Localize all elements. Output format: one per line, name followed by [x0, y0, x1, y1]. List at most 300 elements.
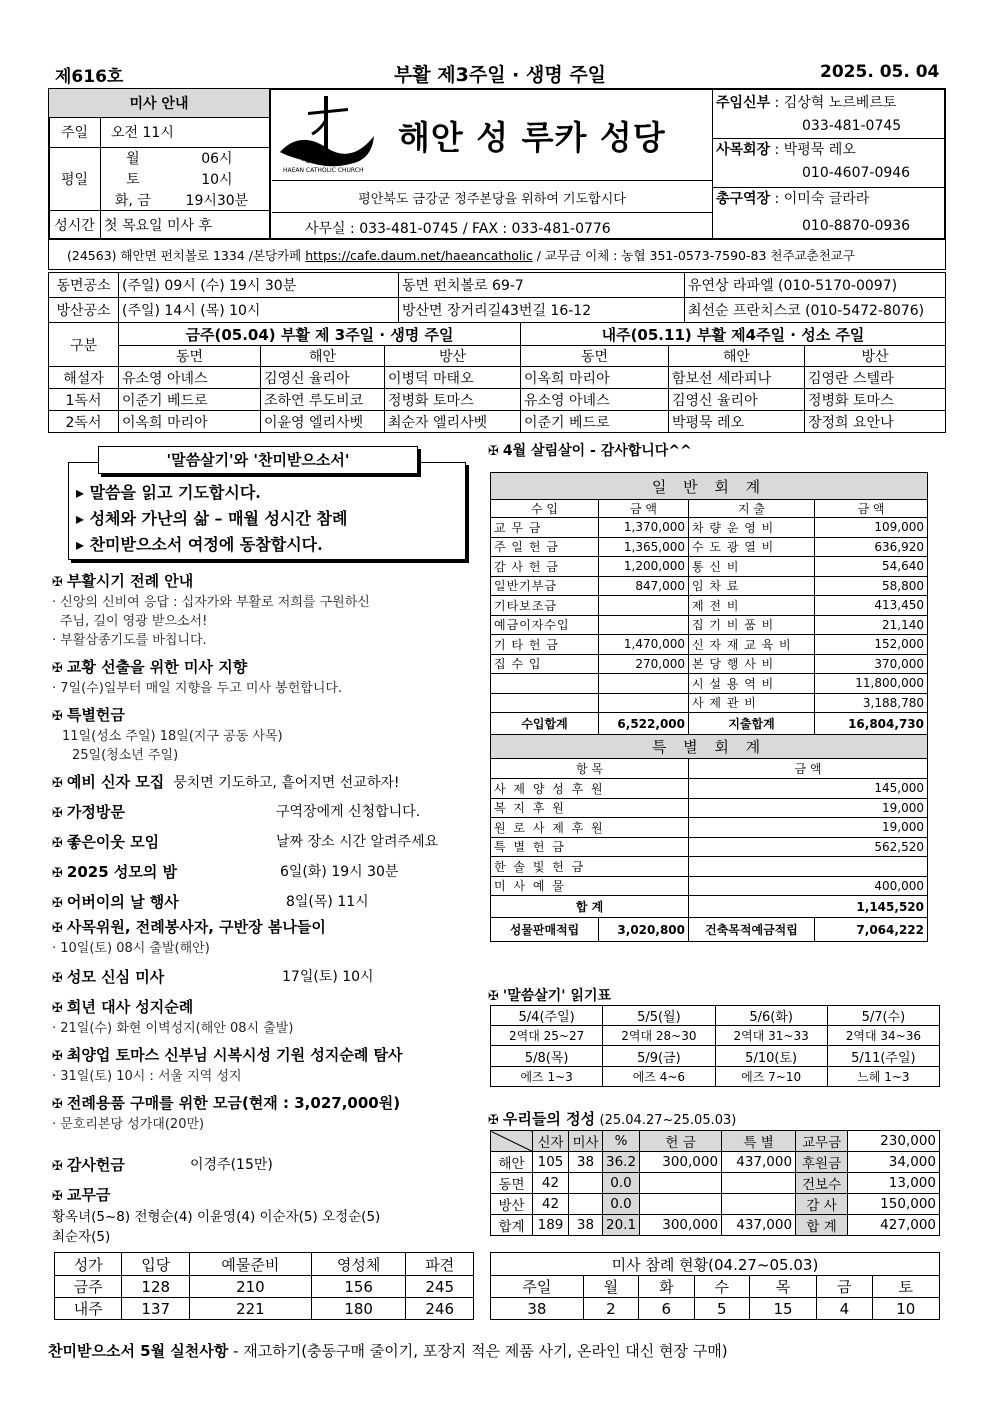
cell: 145,000 — [689, 779, 928, 799]
cell: 제 전 비 — [689, 596, 815, 616]
cell: 항 목 — [491, 759, 689, 779]
cell: 토 — [872, 1276, 939, 1298]
notice — [52, 656, 482, 677]
reading-plan-table — [490, 1005, 940, 1087]
cross-icon: ✠ — [52, 575, 63, 590]
special-row — [491, 857, 928, 877]
cell: 42 — [533, 1173, 569, 1194]
offering-row — [491, 1152, 940, 1173]
cell: 5/4(주일) — [491, 1006, 603, 1026]
cell: 128 — [122, 1276, 189, 1298]
notice-line: 11일(성소 주일) 18일(지구 공동 사목) — [62, 729, 283, 744]
reader-role: 1독서 — [49, 389, 119, 411]
cell: 이경주(15만) — [190, 1157, 273, 1173]
reader-name: 이병덕 마태오 — [385, 367, 521, 389]
cell — [689, 857, 928, 877]
holy-hour-label: 성시간 — [49, 210, 101, 239]
reader-name: 함보선 세라피나 — [669, 367, 805, 389]
cell: 한 솔 빛 헌 금 — [491, 857, 689, 877]
footer-note — [48, 1340, 728, 1361]
cell: 수 — [694, 1276, 749, 1298]
cell — [640, 1173, 722, 1194]
notice-line: · 신앙의 신비여 응답 : 십자가와 부활로 저희를 구원하신 — [52, 595, 370, 610]
cell: 총구역장 — [716, 191, 771, 207]
cell: 건보수 — [796, 1173, 848, 1194]
cell: 2역대 28~30 — [603, 1026, 715, 1046]
cell: 에즈 1~3 — [491, 1067, 603, 1087]
notice-line: · 31일(토) 10시 : 서울 지역 성지 — [52, 1069, 242, 1084]
cell: 복 지 후 원 — [491, 798, 689, 818]
cell: 4월 살림살이 - 감사합니다^^ — [502, 443, 692, 459]
cell: 13,000 — [848, 1173, 940, 1194]
finance-row — [491, 635, 928, 655]
motto-list — [76, 480, 347, 558]
cell: 2역대 31~33 — [715, 1026, 827, 1046]
cell: 437,000 — [722, 1215, 796, 1236]
reader-name: 김영란 스텔라 — [805, 367, 946, 389]
cell: 교무금 — [66, 1186, 111, 1204]
finance-row — [491, 615, 928, 635]
finance-row — [491, 693, 928, 713]
cell — [599, 596, 689, 616]
weekday-day: 화, 금 — [101, 189, 165, 210]
place-header: 해안 — [261, 346, 385, 367]
gongso-schedule: (주일) 14시 (목) 10시 — [119, 298, 399, 323]
sunday-time: 오전 11시 — [101, 117, 270, 147]
notice — [52, 570, 482, 591]
cell: 0.0 — [603, 1194, 640, 1215]
gongso-name: 동면공소 — [49, 273, 119, 298]
weekday-time: 19시30분 — [165, 189, 270, 210]
notice-line: 최순자(5) — [52, 1229, 111, 1245]
cell: 8일(목) 11시 — [286, 894, 369, 910]
cell: 38 — [491, 1298, 584, 1320]
staff-president: 사목회장 : 박평묵 레오 — [712, 138, 944, 162]
notice-mary: ✠ 성모 신심 미사 17일(토) 10시 — [52, 968, 374, 986]
cell: 1,145,520 — [689, 896, 928, 918]
cell: 270,000 — [599, 654, 689, 674]
church-name: 해안 성 루카 성당 — [398, 118, 666, 157]
cell: 16,804,730 — [815, 713, 928, 735]
finance-row — [491, 557, 928, 577]
finance-row — [491, 596, 928, 616]
cell: % — [603, 1131, 640, 1152]
motto-item: ▸ 말씀을 읽고 기도합시다. — [76, 483, 261, 502]
cell: 109,000 — [815, 518, 928, 538]
cell: 10 — [872, 1298, 939, 1320]
prayer-line: 평안북도 금강군 정주본당을 위하여 기도합시다 — [358, 192, 626, 207]
cell: 1,200,000 — [599, 557, 689, 577]
cell — [491, 674, 599, 694]
cell: 합 계 — [491, 896, 689, 918]
address: (24563) 해안면 펀치볼로 1334 /본당카페 — [67, 248, 306, 263]
reader-name: 이준기 베드로 — [521, 411, 669, 433]
cell: 화 — [639, 1276, 694, 1298]
page-title: 부활 제3주일 · 생명 주일 — [393, 64, 607, 86]
cell: 임 차 료 — [689, 576, 815, 596]
weekday-time: 10시 — [165, 169, 270, 190]
motto-item: ▸ 찬미받으소서 여정에 동참합시다. — [76, 535, 323, 554]
cell: 기 타 헌 금 — [491, 635, 599, 655]
cell: 예비 신자 모집 — [66, 773, 165, 791]
reader-role: 2독서 — [49, 411, 119, 433]
finance-row — [491, 518, 928, 538]
reader-name: 이윤영 엘리사벳 — [261, 411, 385, 433]
cross-icon: ✠ — [52, 709, 63, 724]
cell: 사목회장 — [716, 142, 771, 158]
cell: 찬미받으소서 5월 실천사항 — [48, 1342, 229, 1360]
motto-title: '말씀살기'와 '찬미받으소서' — [98, 446, 418, 474]
cell: 어버이의 날 행사 — [66, 893, 179, 911]
cell: 42 — [533, 1194, 569, 1215]
offering-row — [491, 1173, 940, 1194]
notice: ✠ 희년 대사 성지순례 — [52, 998, 194, 1016]
reader-name: 유소영 아녜스 — [521, 389, 669, 411]
cell: 주임신부 — [716, 95, 771, 111]
cell: 245 — [406, 1276, 474, 1298]
cell: 413,450 — [815, 596, 928, 616]
corner-cell — [491, 1131, 533, 1152]
cell: 5/5(월) — [603, 1006, 715, 1026]
account-info: / 교무금 이체 : 농협 351-0573-7590-83 천주교춘천교구 — [532, 248, 855, 263]
notices-left — [52, 570, 482, 763]
cell: 성모 신심 미사 — [66, 968, 165, 986]
weekday-label: 평일 — [49, 147, 101, 210]
offerings-table — [490, 1130, 940, 1236]
cell: 집 기 비 품 비 — [689, 615, 815, 635]
cell: 사 제 양 성 후 원 — [491, 779, 689, 799]
cell: 목 — [749, 1276, 816, 1298]
cell: 감 사 헌 금 — [491, 557, 599, 577]
notice-line: 주님, 길이 영광 받으소서! — [60, 614, 208, 629]
special-row — [491, 818, 928, 838]
cell: 17일(토) 10시 — [282, 969, 374, 985]
weekday-day: 토 — [101, 169, 165, 190]
cafe-link[interactable]: https://cafe.daum.net/haeancatholic — [305, 248, 533, 263]
cell: 합계 — [491, 1215, 533, 1236]
weekday-time: 06시 — [165, 147, 270, 168]
cell: 월 — [583, 1276, 638, 1298]
cell: 5 — [694, 1298, 749, 1320]
cell: 감 사 — [796, 1194, 848, 1215]
cell: 집 수 입 — [491, 654, 599, 674]
cell: 수 입 — [491, 500, 599, 518]
general-account-table — [490, 472, 928, 942]
cell: 636,920 — [815, 537, 928, 557]
gongso-contact: 유연상 라파엘 (010-5170-0097) — [685, 273, 946, 298]
cell: 210 — [189, 1276, 311, 1298]
staff-phone: 033-481-0745 — [802, 118, 902, 134]
cell: 구역장에게 신청합니다. — [276, 804, 421, 820]
reader-name: 조하연 루도비코 — [261, 389, 385, 411]
logo-subtext: HAEAN CATHOLIC CHURCH — [283, 167, 364, 174]
cell: 20.1 — [603, 1215, 640, 1236]
cell: 38 — [569, 1215, 603, 1236]
notice: ✠ 가정방문 구역장에게 신청합니다. — [52, 798, 482, 828]
cell: 54,640 — [815, 557, 928, 577]
gyomu-notice: ✠ 교무금 황옥녀(5~8) 전형순(4) 이윤영(4) 이순자(5) 오정순(5) 최순자(5) — [52, 1184, 492, 1245]
cell — [640, 1194, 722, 1215]
address-line — [48, 240, 946, 270]
cell: 날짜 장소 시간 알려주세요 — [276, 834, 439, 850]
cell: 차 량 운 영 비 — [689, 518, 815, 538]
place-header: 동면 — [119, 346, 261, 367]
cell: 105 — [533, 1152, 569, 1173]
cell: 주일 — [491, 1276, 584, 1298]
cell: 437,000 — [722, 1152, 796, 1173]
motto-item: ▸ 성체와 가난의 삶 – 매월 성시간 참례 — [76, 509, 348, 528]
notice: ✠ 좋은이웃 모임 날짜 장소 시간 알려주세요 — [52, 828, 482, 858]
cell: 성가 — [55, 1253, 122, 1276]
cell: 19,000 — [689, 818, 928, 838]
finance-row — [491, 537, 928, 557]
cell: 본 당 행 사 비 — [689, 654, 815, 674]
cell: 300,000 — [640, 1215, 722, 1236]
cell: 847,000 — [599, 576, 689, 596]
place-header: 방산 — [385, 346, 521, 367]
cell — [569, 1173, 603, 1194]
cell: 금주 — [55, 1276, 122, 1298]
sunday-label: 주일 — [49, 117, 101, 147]
staff-phone: 010-8870-0936 — [802, 218, 911, 234]
gongso-address: 동면 펀치볼로 69-7 — [399, 273, 685, 298]
notice-line: · 10일(토) 08시 출발(해안) — [52, 941, 210, 956]
cell: 137 — [122, 1298, 189, 1320]
cell: 특별헌금 — [66, 706, 125, 724]
cell: 영성체 — [311, 1253, 406, 1276]
reader-name: 유소영 아녜스 — [119, 367, 261, 389]
cell — [722, 1194, 796, 1215]
cell: 5/10(토) — [715, 1046, 827, 1067]
cell: 2역대 25~27 — [491, 1026, 603, 1046]
cell: 시 설 용 역 비 — [689, 674, 815, 694]
cell: 전례용품 구매를 위한 모금(현재 : 3,027,000원) — [66, 1094, 401, 1112]
cell: 400,000 — [689, 876, 928, 896]
reader-name: 정병화 토마스 — [805, 389, 946, 411]
cell — [599, 615, 689, 635]
office-contact: 사무실 : 033-481-0745 / FAX : 033-481-0776 — [305, 221, 611, 237]
reader-name: 장정희 요안나 — [805, 411, 946, 433]
cell: 180 — [311, 1298, 406, 1320]
cell: 11,800,000 — [815, 674, 928, 694]
cell: 1,365,000 — [599, 537, 689, 557]
staff-pastor: 주임신부 : 김상혁 노르베르토 — [716, 95, 897, 111]
cell: 신 자 재 교 육 비 — [689, 635, 815, 655]
finance-heading: ✠ 4월 살림살이 - 감사합니다^^ — [488, 443, 692, 459]
cell: 6,522,000 — [599, 713, 689, 735]
place-header: 방산 — [805, 346, 946, 367]
notice-line: 황옥녀(5~8) 전형순(4) 이윤영(4) 이순자(5) 오정순(5) — [52, 1209, 381, 1225]
notice: ✠ 2025 성모의 밤 6일(화) 19시 30분 — [52, 858, 482, 888]
next-week-title: 내주(05.11) 부활 제4주일 · 성소 주일 — [521, 323, 946, 346]
cell: 금 — [817, 1276, 872, 1298]
cell: 21,140 — [815, 615, 928, 635]
cell: 36.2 — [603, 1152, 640, 1173]
cell: 특 별 회 계 — [491, 735, 928, 759]
cell: 미사 — [569, 1131, 603, 1152]
divider — [712, 88, 713, 240]
special-row — [491, 876, 928, 896]
cell: 에즈 7~10 — [715, 1067, 827, 1087]
cell: 교무금 — [796, 1131, 848, 1152]
notice — [52, 704, 482, 725]
place-header: 해안 — [669, 346, 805, 367]
cell: 5/7(수) — [827, 1006, 939, 1026]
notices-inline — [52, 768, 482, 918]
special-row — [491, 779, 928, 799]
notice-line: · 부활삼종기도를 바칩니다. — [52, 633, 207, 648]
cell: 미사 참례 현황(04.27~05.03) — [491, 1253, 940, 1276]
cell: 19,000 — [689, 798, 928, 818]
cell: 사 제 관 비 — [689, 693, 815, 713]
cell: 수입합계 — [491, 713, 599, 735]
cell: 금 액 — [689, 759, 928, 779]
notice: ✠ 어버이의 날 행사 8일(목) 11시 — [52, 888, 482, 918]
notices-3 — [52, 996, 492, 1132]
cell: 5/6(화) — [715, 1006, 827, 1026]
cell: 느헤 1~3 — [827, 1067, 939, 1087]
special-row — [491, 837, 928, 857]
reader-name: 김영신 율리아 — [261, 367, 385, 389]
cell: 2025 성모의 밤 — [66, 863, 178, 881]
cell: 150,000 — [848, 1194, 940, 1215]
staff-phone: 010-4607-0946 — [802, 165, 911, 181]
reader-name: 이옥희 마리아 — [521, 367, 669, 389]
cell: 221 — [189, 1298, 311, 1320]
cell: 사목위원, 전례봉사자, 구반장 봄나들이 — [66, 918, 326, 936]
gongso-name: 방산공소 — [49, 298, 119, 323]
notice-line: · 7일(수)일부터 매일 지향을 두고 미사 봉헌합니다. — [52, 681, 343, 696]
readers-label: 구분 — [49, 323, 119, 367]
cell: 주 일 헌 금 — [491, 537, 599, 557]
offering-row — [491, 1194, 940, 1215]
mass-info-heading: 미사 안내 — [49, 89, 270, 118]
cell: 일반기부금 — [491, 576, 599, 596]
cell: 지 출 — [689, 500, 815, 518]
weekday-day: 월 — [101, 147, 165, 168]
thanks-notice: ✠ 감사헌금 이경주(15만) — [52, 1156, 273, 1174]
gongso-contact: 최선순 프란치스코 (010-5472-8076) — [685, 298, 946, 323]
cell: 1,370,000 — [599, 518, 689, 538]
finance-row — [491, 674, 928, 694]
cell: 0.0 — [603, 1173, 640, 1194]
cell: 특 별 헌 금 — [491, 837, 689, 857]
offering-row — [491, 1215, 940, 1236]
attendance-table — [490, 1252, 940, 1320]
cell: 우리들의 정성 — [502, 1110, 596, 1128]
reader-name: 정병화 토마스 — [385, 389, 521, 411]
gongso-address: 방산면 장거리길43번길 16-12 — [399, 298, 685, 323]
cell: 152,000 — [815, 635, 928, 655]
cell: 예금이자수입 — [491, 615, 599, 635]
cell — [599, 674, 689, 694]
cell: 합 계 — [796, 1215, 848, 1236]
cell: 수 도 광 열 비 — [689, 537, 815, 557]
cell: 원 로 사 제 후 원 — [491, 818, 689, 838]
reader-role: 해설자 — [49, 367, 119, 389]
cell — [599, 693, 689, 713]
cell: 희년 대사 성지순례 — [66, 998, 194, 1016]
cell: 좋은이웃 모임 — [66, 833, 160, 851]
cell: 방산 — [491, 1194, 533, 1215]
cell: 해안 — [491, 1152, 533, 1173]
cell: 에즈 4~6 — [603, 1067, 715, 1087]
cell: 189 — [533, 1215, 569, 1236]
notice: ✠ 예비 신자 모집 뭉치면 기도하고, 흩어지면 선교하자! — [52, 773, 400, 791]
cell: 230,000 — [848, 1131, 940, 1152]
cell: 3,020,800 — [599, 918, 689, 942]
cell: 일 반 회 계 — [491, 473, 928, 500]
finance-row — [491, 654, 928, 674]
place-header: 동면 — [521, 346, 669, 367]
issue-date: 2025. 05. 04 — [820, 62, 940, 82]
cell: 34,000 — [848, 1152, 940, 1173]
cell: 예물준비 — [189, 1253, 311, 1276]
cell: 신자 — [533, 1131, 569, 1152]
cell: 교황 선출을 위한 미사 지향 — [66, 658, 248, 676]
gongso-schedule: (주일) 09시 (수) 19시 30분 — [119, 273, 399, 298]
logo-text: 해안성당 — [300, 154, 339, 165]
cell: 미 사 예 물 — [491, 876, 689, 896]
cell: 300,000 — [640, 1152, 722, 1173]
cell: 최양업 토마스 신부님 시복시성 기원 성지순례 탐사 — [66, 1046, 403, 1064]
issue-number: 제616호 — [55, 67, 124, 87]
cell: 입당 — [122, 1253, 189, 1276]
cell: '말씀살기' 읽기표 — [502, 988, 612, 1004]
cell: 156 — [311, 1276, 406, 1298]
notice: ✠ 사목위원, 전례봉사자, 구반장 봄나들이 — [52, 918, 326, 936]
reader-name: 이준기 베드로 — [119, 389, 261, 411]
reader-name: 박평묵 레오 — [669, 411, 805, 433]
reader-name: 최순자 엘리사벳 — [385, 411, 521, 433]
cell: 김상혁 노르베르토 — [783, 95, 897, 111]
cell — [569, 1194, 603, 1215]
cell: 2역대 34~36 — [827, 1026, 939, 1046]
cell: 15 — [749, 1298, 816, 1320]
cell: (25.04.27~25.05.03) — [599, 1113, 737, 1128]
cell: 5/9(금) — [603, 1046, 715, 1067]
cell: 교 무 금 — [491, 518, 599, 538]
mass-info-table — [48, 88, 270, 240]
notice-line: · 21일(수) 화현 이벽성지(해안 08시 출발) — [52, 1021, 294, 1036]
notice-line: 25일(청소년 주일) — [72, 748, 179, 763]
cell: 3,188,780 — [815, 693, 928, 713]
cell: 동면 — [491, 1173, 533, 1194]
cell: 파견 — [406, 1253, 474, 1276]
readers-table — [48, 322, 946, 433]
hymn-table — [54, 1252, 474, 1320]
finance-row — [491, 576, 928, 596]
cell: 562,520 — [689, 837, 928, 857]
reading-plan-title: ✠ '말씀살기' 읽기표 — [488, 988, 612, 1004]
cell: 특 별 — [722, 1131, 796, 1152]
divider — [270, 88, 271, 240]
this-week-title: 금주(05.04) 부활 제 3주일 · 생명 주일 — [119, 323, 521, 346]
cell — [491, 693, 599, 713]
cell: 건축목적예금적립 — [689, 918, 815, 942]
reader-name: 김영신 율리아 — [669, 389, 805, 411]
cell: 박평묵 레오 — [783, 142, 856, 158]
cell: 이미숙 글라라 — [783, 191, 870, 207]
cell: 가정방문 — [66, 803, 125, 821]
special-row — [491, 798, 928, 818]
offerings-title: ✠ 우리들의 정성 (25.04.27~25.05.03) — [488, 1110, 737, 1128]
cell: 246 — [406, 1298, 474, 1320]
notices-2 — [52, 916, 482, 956]
cell: - 재고하기(충동구매 줄이기, 포장지 적은 제품 사기, 온라인 대신 현장 구매) — [228, 1342, 728, 1360]
cell: 뭉치면 기도하고, 흩어지면 선교하자! — [173, 775, 400, 791]
cell: 금 액 — [599, 500, 689, 518]
